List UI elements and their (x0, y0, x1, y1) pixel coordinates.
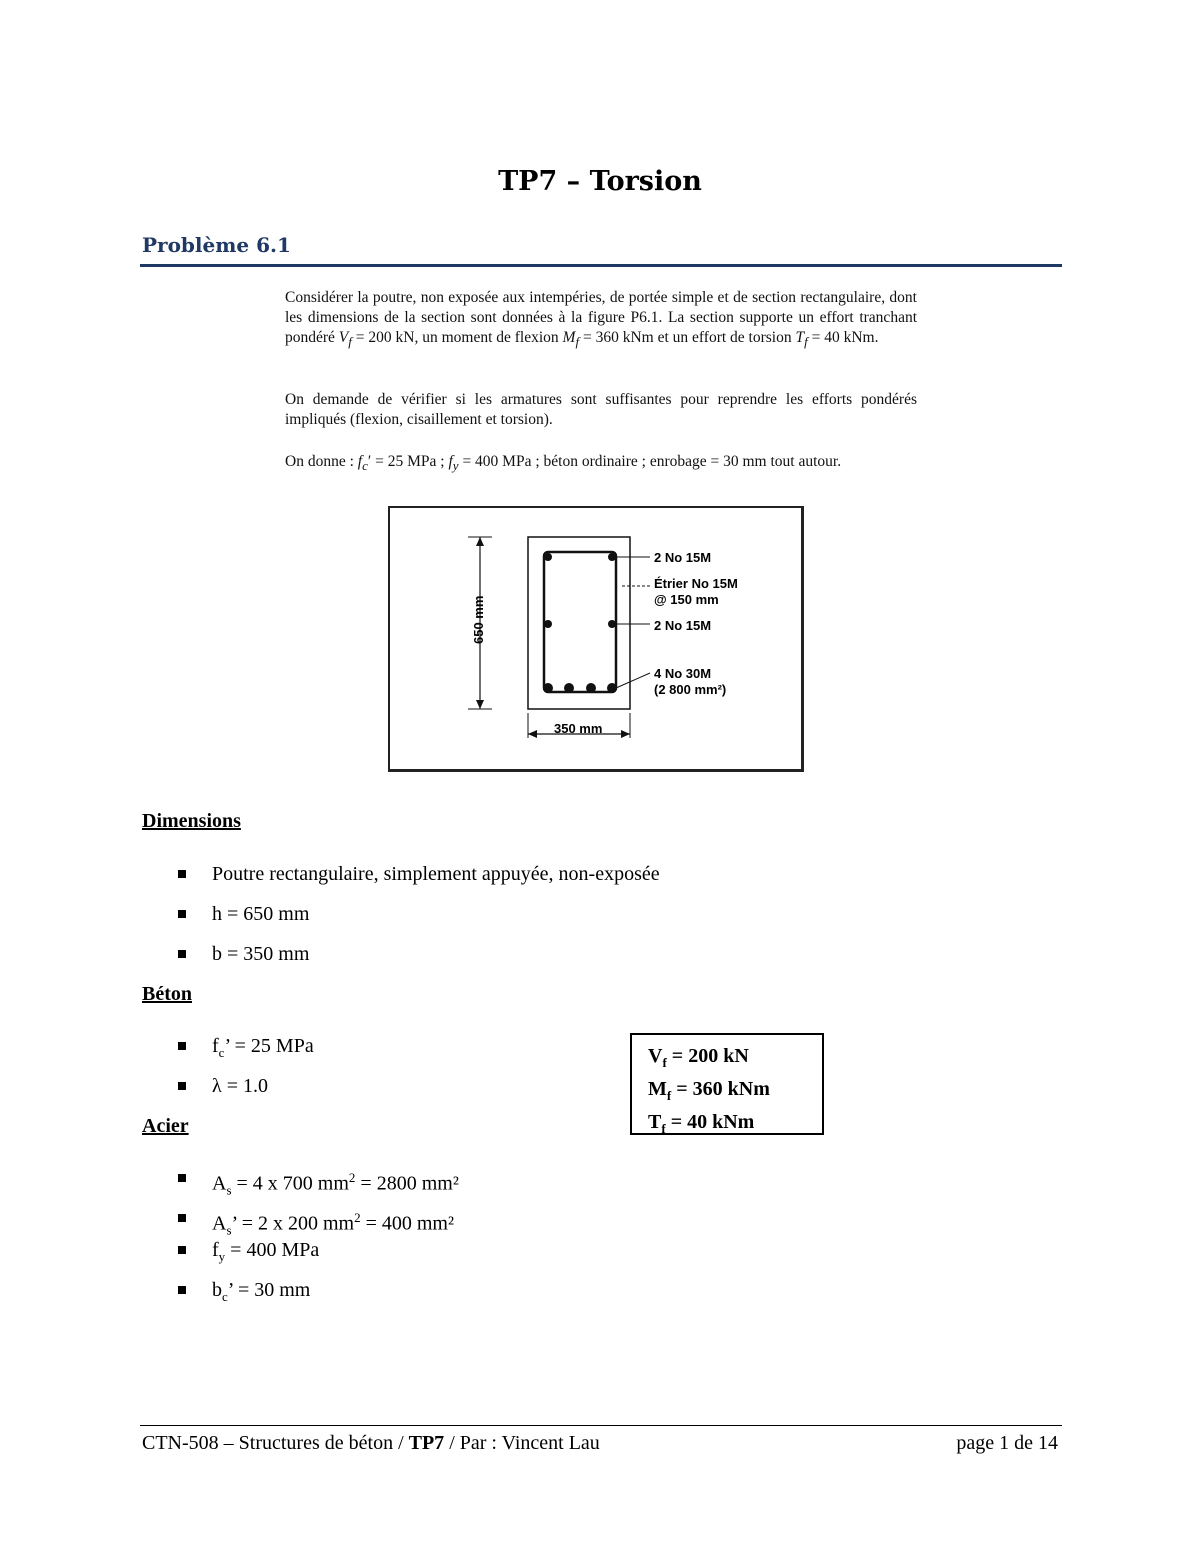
symbol: M (562, 329, 576, 346)
bar-top-right (608, 553, 616, 561)
list-item-text: h = 650 mm (212, 903, 310, 925)
list-item-text: ’ = 30 mm (227, 1279, 311, 1301)
symbol-sub: s (226, 1222, 232, 1238)
callout-stirrup-spacing: @ 150 mm (654, 592, 719, 607)
footer-tp: TP7 (408, 1432, 445, 1454)
symbol-sub: c (218, 1045, 225, 1060)
symbol-sub: f (661, 1121, 666, 1136)
arrow-head (476, 537, 484, 546)
factored-loads-box (630, 1033, 824, 1135)
symbol: T (648, 1111, 662, 1133)
list-item (142, 1166, 459, 1206)
width-label: 350 mm (554, 721, 603, 736)
arrow-head (528, 730, 537, 738)
arrow-head (476, 700, 484, 709)
bullet-icon (178, 1246, 186, 1254)
symbol-sub: y (218, 1249, 226, 1264)
beton-heading: Béton (142, 983, 192, 1005)
beton-list (142, 1034, 314, 1114)
list-item (142, 1206, 459, 1238)
load-value: = 200 kN (666, 1045, 749, 1067)
list-item (142, 1034, 314, 1074)
bullet-icon (178, 910, 186, 918)
symbol: b (212, 1279, 222, 1301)
callout-top-bars: 2 No 15M (654, 550, 712, 565)
bar-bottom-4 (607, 683, 617, 693)
bullet-icon (178, 950, 186, 958)
bullet-icon (178, 1174, 186, 1182)
bar-mid-left (544, 620, 552, 628)
bar-bottom-2 (564, 683, 574, 693)
dimensions-list (142, 862, 660, 982)
list-item (142, 1074, 314, 1114)
symbol-sub: c (362, 458, 368, 474)
page-number: page 1 de 14 (956, 1432, 1058, 1454)
callout-bottom-bars: 4 No 30M (654, 666, 712, 681)
statement-text: On donne : (285, 453, 358, 470)
symbol: V (338, 329, 349, 346)
symbol-sub: s (226, 1182, 232, 1198)
symbol: f (448, 453, 453, 470)
symbol: A (212, 1212, 227, 1235)
symbol-sub: f (666, 1088, 672, 1103)
list-item-text: = 400 MPa (225, 1239, 320, 1261)
symbol: f (357, 453, 363, 470)
problem-heading: Problème 6.1 (142, 233, 291, 257)
bullet-icon (178, 1042, 186, 1050)
bar-bottom-1 (543, 683, 553, 693)
statement-text: Considérer la poutre, non exposée aux intempéries, de portée simple et de section rectangulaire, dont les dimensions de la section sont données à la figure P6.1. La section supporte un effort tranchant pondéré (285, 289, 917, 346)
footer-text: CTN-508 – Structures de béton / (142, 1432, 409, 1454)
statement-paragraph-2: On demande de vérifier si les armatures sont suffisantes pour reprendre les efforts pondérés impliqués (flexion, cisaillement et torsion). (285, 391, 917, 428)
document-title: TP7 – Torsion (498, 166, 702, 197)
list-item (142, 862, 660, 902)
statement-text: = 360 kNm et un effort de torsion (579, 329, 796, 346)
height-label: 650 mm (471, 595, 486, 644)
list-item-text: ’ = 2 x 200 mm (231, 1212, 355, 1235)
symbol-sub: f (804, 334, 808, 350)
list-item-text: b = 350 mm (212, 943, 310, 965)
list-item (142, 1238, 459, 1278)
footer-rule (140, 1425, 1062, 1426)
load-tf (648, 1109, 822, 1142)
list-item-text: ’ = 25 MPa (224, 1035, 314, 1057)
symbol: f (212, 1035, 219, 1057)
list-item (142, 902, 660, 942)
beam-section-figure (388, 506, 804, 772)
bar-mid-right (608, 620, 616, 628)
callout-stirrup: Étrier No 15M (654, 576, 738, 591)
list-item-text: = 400 mm² (360, 1212, 454, 1235)
bar-bottom-3 (586, 683, 596, 693)
bullet-icon (178, 1286, 186, 1294)
load-mf (648, 1076, 822, 1109)
arrow-head (621, 730, 630, 738)
footer-text: / Par : Vincent Lau (444, 1432, 600, 1454)
statement-text: = 25 MPa ; (371, 453, 449, 470)
acier-heading: Acier (142, 1115, 189, 1137)
prime: ′ (367, 453, 372, 470)
symbol: M (648, 1078, 667, 1100)
symbol: T (795, 329, 805, 346)
statement-text: = 40 kNm. (807, 329, 879, 346)
statement-paragraph-3 (285, 452, 917, 476)
superscript: 2 (354, 1210, 361, 1225)
symbol-sub: y (452, 458, 459, 474)
bar-top-left (544, 553, 552, 561)
callout-bottom-area: (2 800 mm²) (654, 682, 727, 697)
bullet-icon (178, 1082, 186, 1090)
list-item-text: = 2800 mm² (355, 1172, 459, 1195)
symbol-sub: f (662, 1055, 667, 1070)
heading-rule (140, 264, 1062, 267)
list-item-text: λ = 1.0 (212, 1075, 268, 1097)
load-vf (648, 1043, 822, 1076)
symbol: V (648, 1045, 663, 1067)
load-value: = 40 kNm (665, 1111, 755, 1133)
list-item (142, 1278, 459, 1318)
symbol-sub: f (575, 334, 580, 350)
dimensions-heading: Dimensions (142, 810, 241, 832)
symbol-sub: f (348, 334, 352, 350)
statement-paragraph-1 (285, 288, 917, 352)
symbol-sub: c (222, 1289, 228, 1304)
list-item-text: = 4 x 700 mm (231, 1172, 349, 1195)
symbol: f (212, 1239, 219, 1261)
superscript: 2 (348, 1170, 356, 1185)
acier-list (142, 1166, 459, 1318)
leader-line (616, 673, 650, 688)
callout-mid-bars: 2 No 15M (654, 618, 712, 633)
load-value: = 360 kNm (671, 1078, 770, 1100)
statement-text: = 200 kN, un moment de flexion (351, 329, 563, 346)
list-item-text: Poutre rectangulaire, simplement appuyée, non-exposée (212, 863, 660, 885)
bullet-icon (178, 1214, 186, 1222)
symbol: A (212, 1172, 227, 1195)
stirrup (544, 552, 616, 692)
list-item (142, 942, 660, 982)
bullet-icon (178, 870, 186, 878)
statement-text: = 400 MPa ; béton ordinaire ; enrobage = 30 mm tout autour. (458, 453, 842, 470)
footer-course (142, 1432, 600, 1455)
